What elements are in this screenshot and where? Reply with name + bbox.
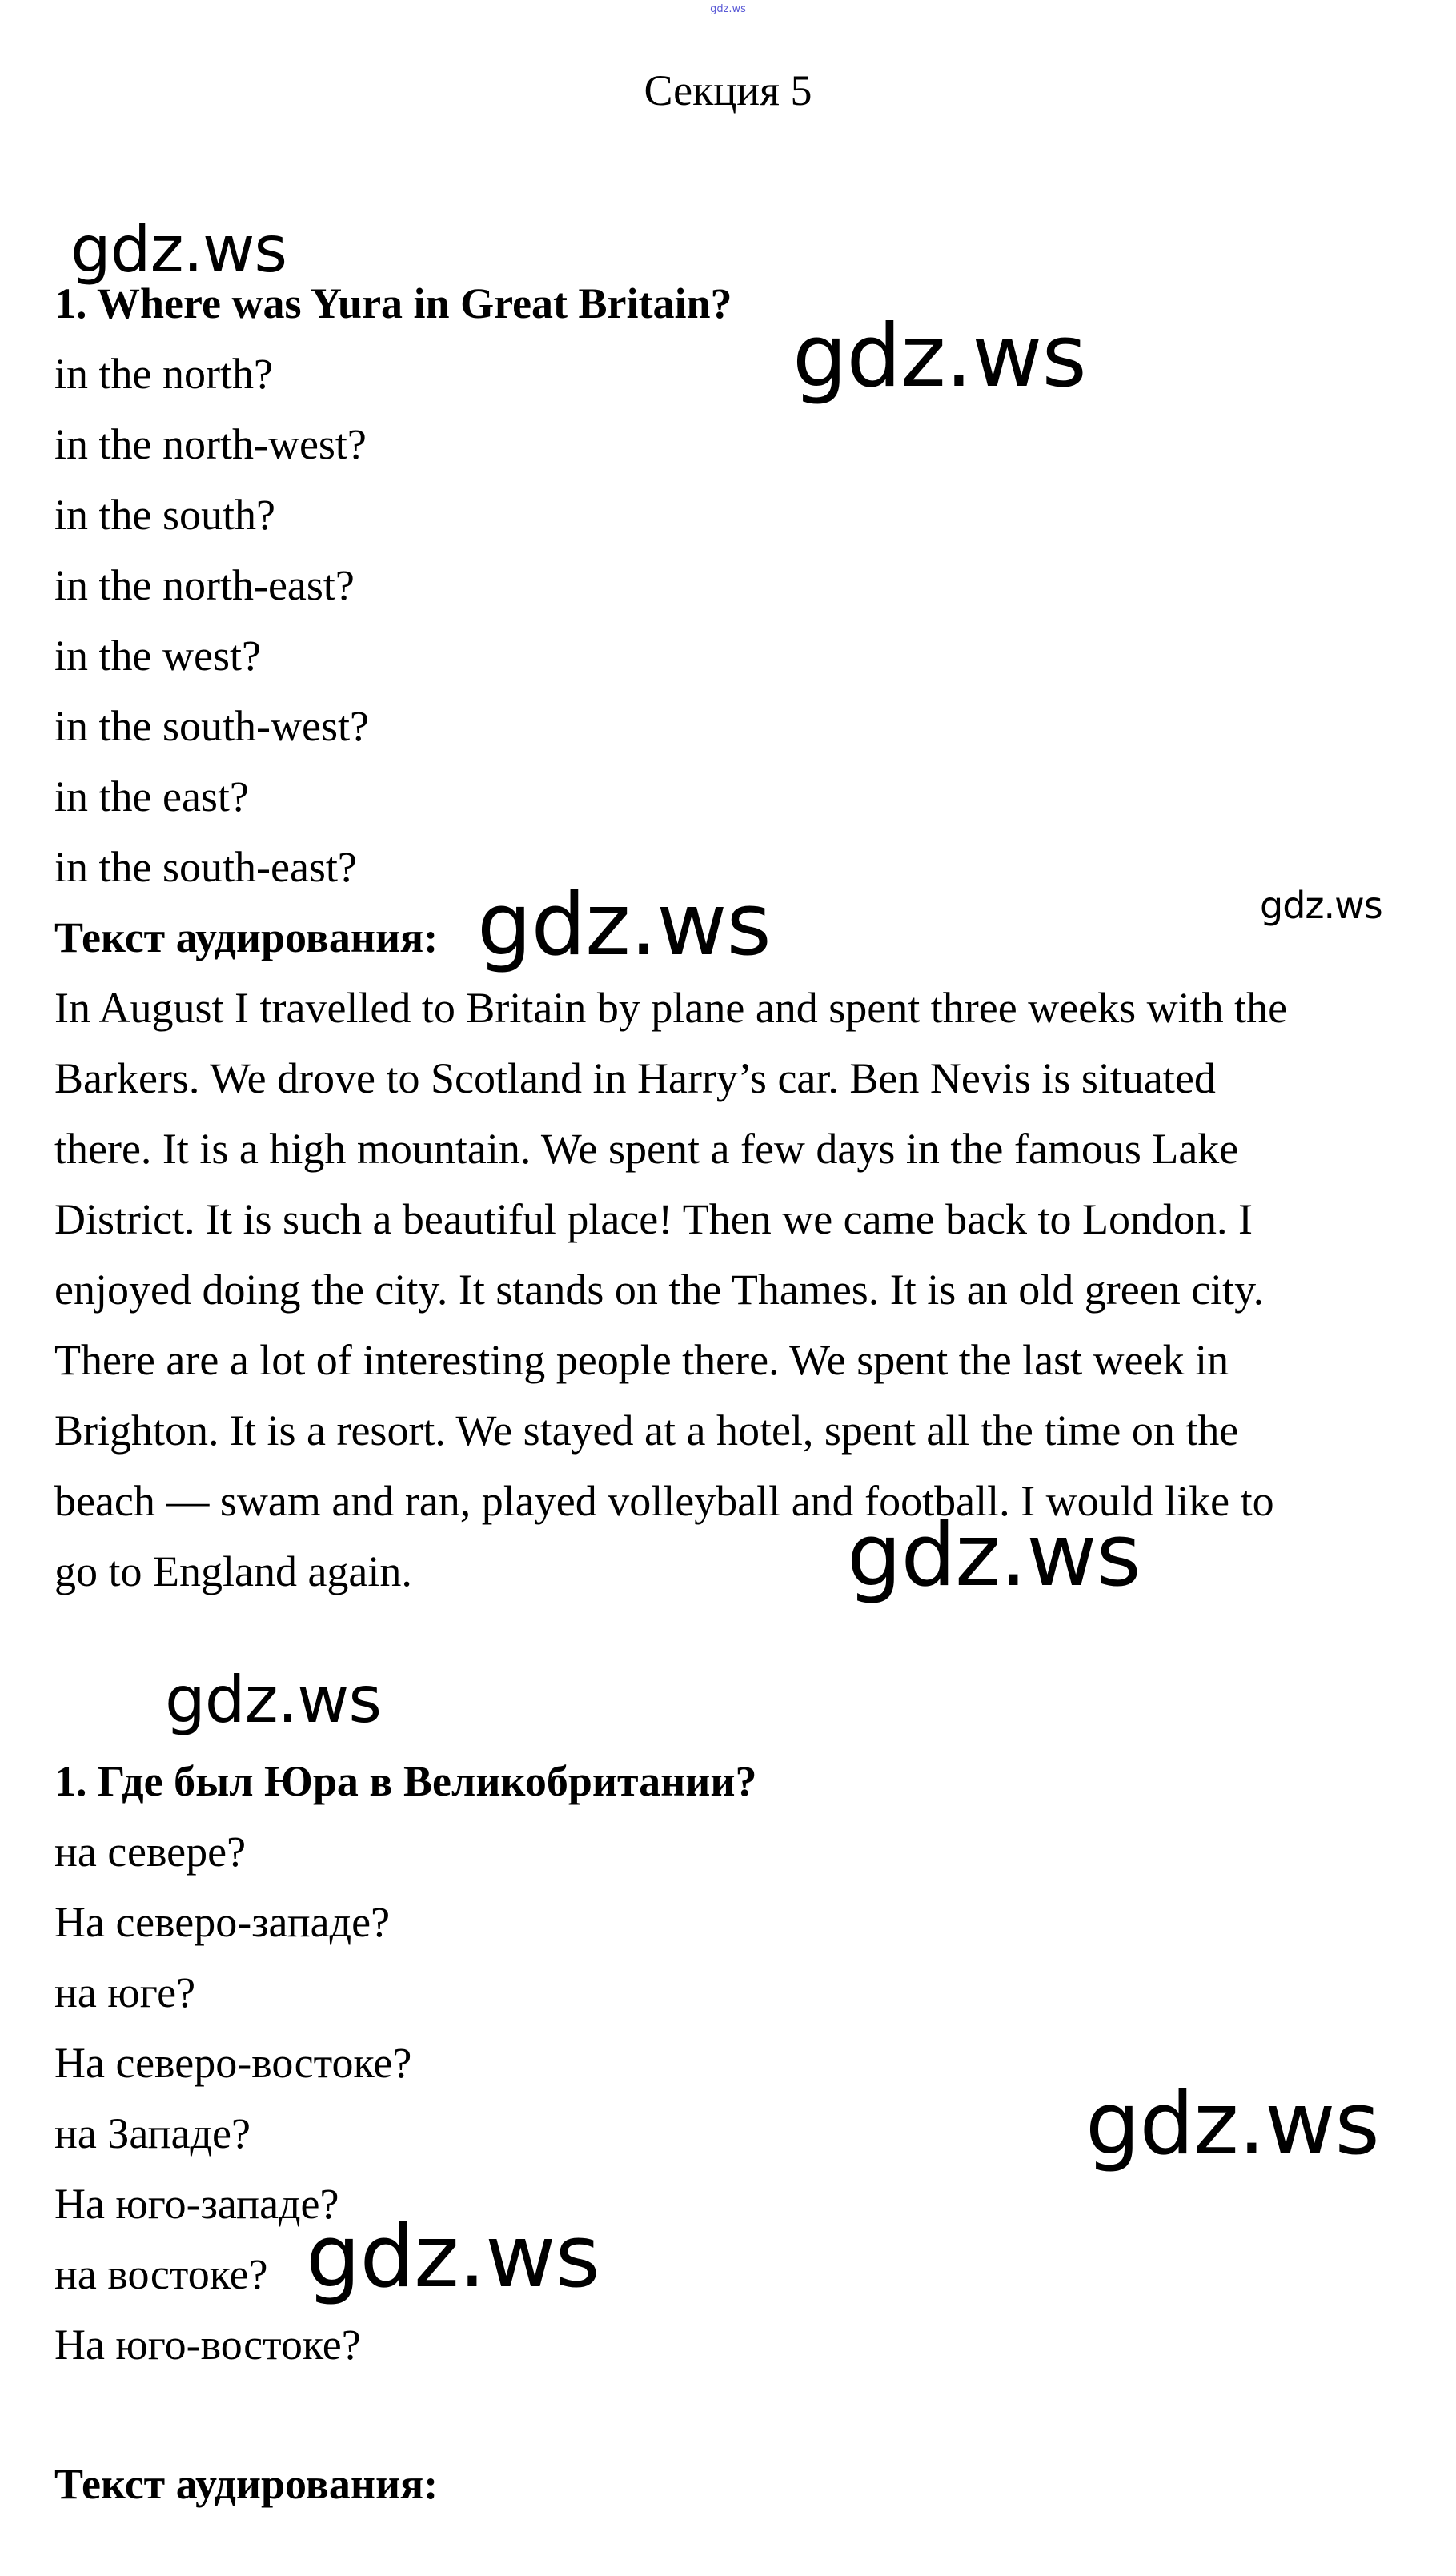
english-option: in the south-east? bbox=[54, 843, 357, 891]
listening-text-line: Brighton. It is a resort. We stayed at a hotel, spent all the time on the bbox=[54, 1406, 1239, 1455]
listening-text-line: District. It is such a beautiful place! Then we came back to London. I bbox=[54, 1195, 1253, 1243]
russian-option: на востоке? bbox=[54, 2250, 268, 2298]
english-option: in the north? bbox=[54, 350, 273, 398]
russian-option: на севере? bbox=[54, 1828, 247, 1876]
watermark: gdz.ws bbox=[70, 212, 287, 287]
listening-text-line: there. It is a high mountain. We spent a few days in the famous Lake bbox=[54, 1125, 1239, 1173]
watermark: gdz.ws bbox=[847, 1506, 1141, 1606]
english-option: in the south? bbox=[54, 491, 275, 539]
listening-text-line: beach — swam and ran, played volleyball and football. I would like to bbox=[54, 1477, 1274, 1525]
english-question: 1. Where was Yura in Great Britain? bbox=[54, 279, 732, 327]
russian-question: 1. Где был Юра в Великобритании? bbox=[54, 1757, 757, 1805]
watermark: gdz.ws bbox=[165, 1663, 382, 1737]
english-listening-heading: Текст аудирования: bbox=[54, 913, 439, 961]
russian-option: На юго-западе? bbox=[54, 2180, 339, 2228]
english-option: in the west? bbox=[54, 632, 261, 680]
watermark: gdz.ws bbox=[306, 2207, 600, 2307]
russian-option: на юге? bbox=[54, 1968, 196, 2016]
listening-text-line: Barkers. We drove to Scotland in Harry’s car. Ben Nevis is situated bbox=[54, 1054, 1216, 1102]
watermark: gdz.ws bbox=[1085, 2074, 1379, 2174]
russian-option: на Западе? bbox=[54, 2109, 251, 2157]
listening-text-line: enjoyed doing the city. It stands on the Thames. It is an old green city. bbox=[54, 1266, 1265, 1314]
english-option: in the north-west? bbox=[54, 420, 367, 468]
russian-option: На юго-востоке? bbox=[54, 2321, 361, 2369]
section-title: Секция 5 bbox=[644, 66, 812, 114]
watermark: gdz.ws bbox=[792, 307, 1086, 407]
english-option: in the north-east? bbox=[54, 561, 355, 609]
english-option: in the south-west? bbox=[54, 702, 369, 750]
english-option: in the east? bbox=[54, 772, 249, 821]
listening-text-line: In August I travelled to Britain by plane and spent three weeks with the bbox=[54, 984, 1288, 1032]
watermark: gdz.ws bbox=[1260, 884, 1382, 927]
top-watermark: gdz.ws bbox=[710, 3, 746, 15]
watermark: gdz.ws bbox=[477, 875, 771, 975]
russian-listening-heading: Текст аудирования: bbox=[54, 2460, 439, 2508]
russian-option: На северо-западе? bbox=[54, 1898, 391, 1946]
listening-text-line: go to England again. bbox=[54, 1547, 412, 1595]
listening-text-line: There are a lot of interesting people there. We spent the last week in bbox=[54, 1336, 1229, 1384]
russian-option: На северо-востоке? bbox=[54, 2039, 412, 2087]
